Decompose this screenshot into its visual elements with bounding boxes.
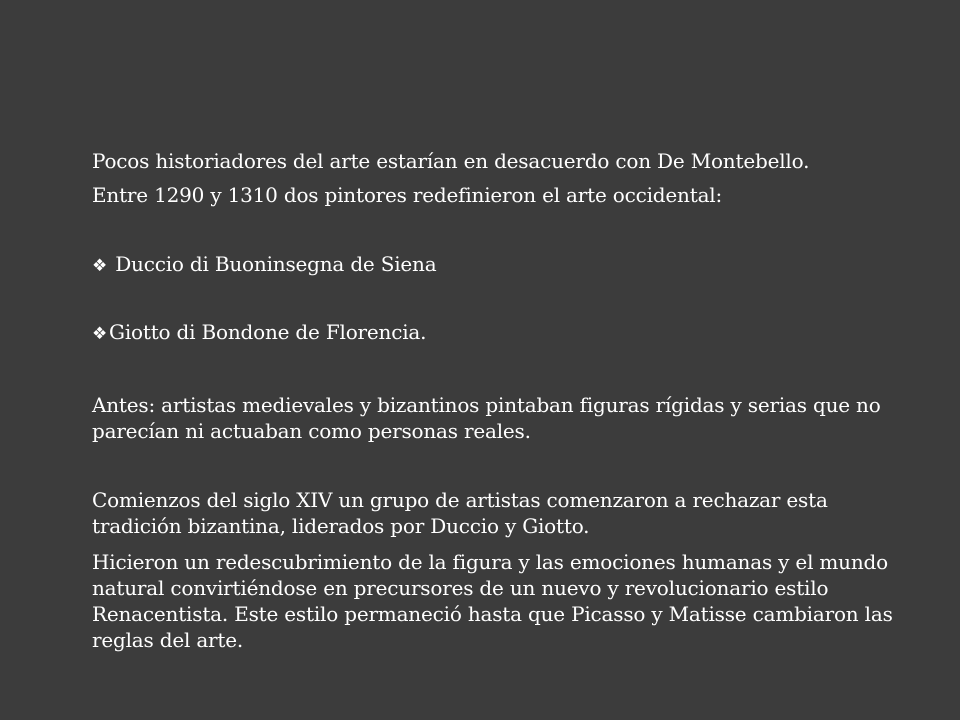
paragraph-hicieron: Hicieron un redescubrimiento de la figura y las emociones humanas y el mundo natural convirtiéndose en precursores de un nuevo y revolucionario estilo Renacentista. Este estilo permaneció hasta que Picasso y Matisse cambiaron las reglas del arte. — [92, 550, 893, 652]
intro-line: Pocos historiadores del arte estarían en desacuerdo con De Montebello. — [92, 149, 810, 173]
date-line: Entre 1290 y 1310 dos pintores redefinieron el arte occidental: — [92, 183, 723, 207]
paragraph-comienzos: Comienzos del siglo XIV un grupo de artistas comenzaron a rechazar esta tradición bizantina, liderados por Duccio y Giotto. — [92, 488, 828, 538]
bullet-giotto — [92, 319, 922, 347]
diamond-bullet-icon: ❖ — [92, 256, 108, 276]
bullet-duccio-text: Duccio di Buoninsegna de Siena — [109, 252, 437, 276]
paragraph-antes: Antes: artistas medievales y bizantinos pintaban figuras rígidas y serias que no parecían ni actuaban como personas reales. — [92, 393, 881, 443]
diamond-bullet-icon: ❖ — [92, 324, 108, 344]
bullet-duccio — [92, 251, 922, 279]
bullet-giotto-text: Giotto di Bondone de Florencia. — [109, 320, 427, 344]
